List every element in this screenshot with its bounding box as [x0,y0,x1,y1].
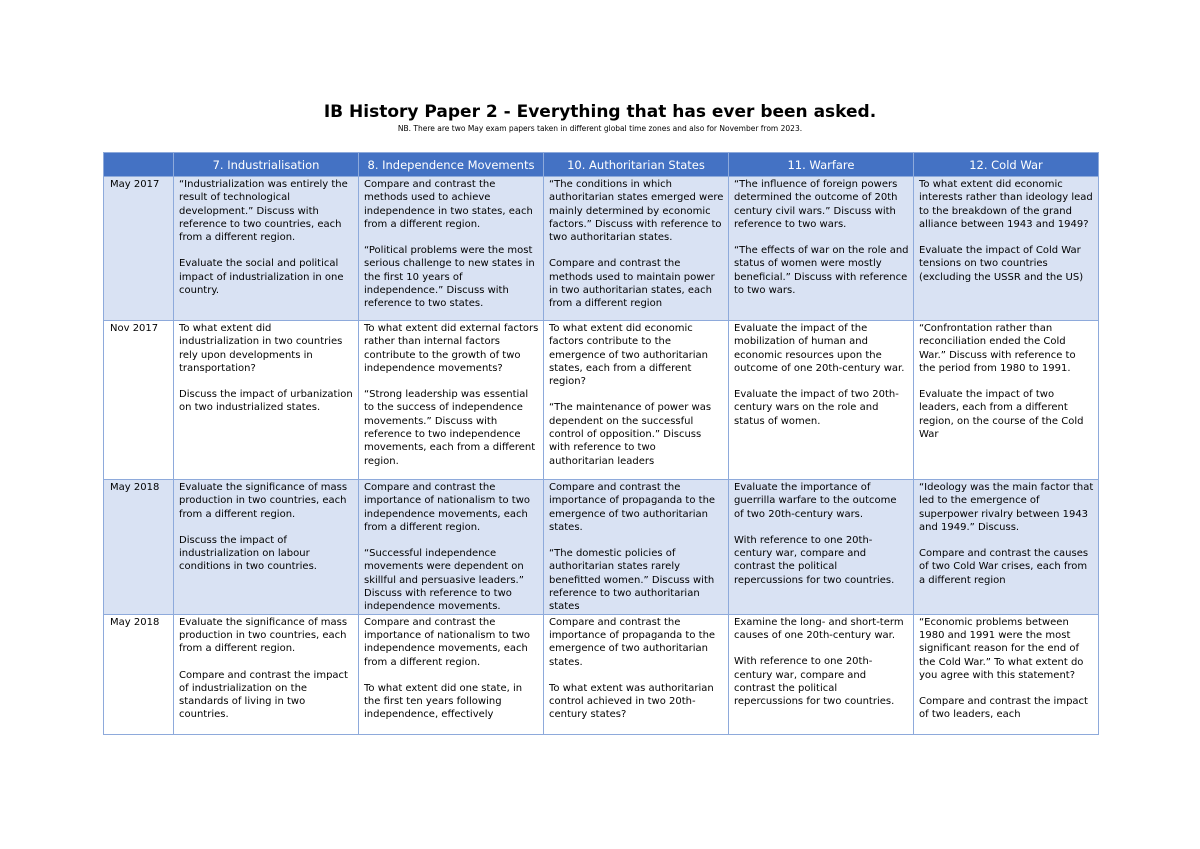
table-cell [174,480,359,615]
question-text: “Successful independence movements were dependent on skillful and persuasive leaders.” Discuss with reference to two independence movements. [364,548,524,613]
question-text: Compare and contrast the impact of two leaders, each [919,696,1088,721]
question-text: To what extent did industrialization in two countries rely upon developments in transportation? [179,323,343,374]
header-warfare: 11. Warfare [729,153,914,177]
row-date: May 2018 [104,614,174,734]
questions-table [103,152,1099,735]
question-text: Evaluate the impact of Cold War tensions on two countries (excluding the USSR and the US) [919,245,1084,283]
question-text: Evaluate the impact of two leaders, each from a different region, on the course of the Cold War [919,389,1084,441]
table-cell [729,177,914,321]
question-text: Compare and contrast the methods used to maintain power in two authoritarian states, each from a different region [549,258,715,310]
table-cell [359,177,544,321]
table-cell [729,614,914,734]
question-text: Compare and contrast the importance of nationalism to two independence movements, each from a different region. [364,482,531,533]
question-text: To what extent did external factors rather than internal factors contribute to the growth of two independence movements? [364,323,539,374]
row-date: May 2017 [104,177,174,321]
question-text: Examine the long- and short-term causes of one 20th-century war. [734,616,904,641]
question-text: To what extent was authoritarian control achieved in two 20th-century states? [549,682,714,721]
table-cell [544,480,729,615]
question-text: Compare and contrast the impact of industrialization on the standards of living in two countries. [179,669,348,721]
header-row [104,153,1099,177]
question-text: Evaluate the significance of mass production in two countries, each from a different region. [179,616,348,655]
question-text: Evaluate the significance of mass production in two countries, each from a different region. [179,482,348,520]
header-independence-movements: 8. Independence Movements [359,153,544,177]
table-cell [914,321,1099,480]
question-text: “The domestic policies of authoritarian states rarely benefitted women.” Discuss with reference to two authoritarian states [549,548,715,613]
header-date [104,153,174,177]
row-date: Nov 2017 [104,321,174,480]
question-text: Evaluate the impact of the mobilization of human and economic resources upon the outcome of one 20th-century war. [734,323,905,374]
question-text: Compare and contrast the importance of propaganda to the emergence of two authoritarian states. [549,482,716,533]
question-text: Compare and contrast the importance of propaganda to the emergence of two authoritarian states. [549,616,716,668]
table-row [104,480,1099,615]
table-cell [914,614,1099,734]
question-text: Discuss the impact of industrialization on labour conditions in two countries. [179,534,317,573]
question-text: “Economic problems between 1980 and 1991 were the most significant reason for the end of the Cold War.” To what extent do you agree with this statement? [919,616,1084,681]
question-text: To what extent did economic factors contribute to the emergence of two authoritarian states, each from a different region? [549,323,708,388]
table-cell [544,177,729,321]
question-text: Evaluate the impact of two 20th-century wars on the role and status of women. [734,389,899,427]
header-industrialisation: 7. Industrialisation [174,153,359,177]
table-cell [359,321,544,480]
question-text: “Ideology was the main factor that led to the emergence of superpower rivalry between 1943 and 1949.” Discuss. [919,482,1094,533]
question-text: Compare and contrast the importance of nationalism to two independence movements, each from a different region. [364,616,531,668]
table-cell [544,614,729,734]
question-text: To what extent did economic interests rather than ideology lead to the breakdown of the grand alliance between 1943 and 1949? [919,179,1093,230]
table-row [104,177,1099,321]
header-cold-war: 12. Cold War [914,153,1099,177]
table-cell [174,177,359,321]
question-text: Compare and contrast the methods used to achieve independence in two states, each from a different region. [364,179,533,230]
question-text: “The maintenance of power was dependent on the successful control of opposition.” Discuss with reference to two authoritarian leaders [549,402,712,467]
table-cell [359,480,544,615]
question-text: Compare and contrast the causes of two Cold War crises, each from a different region [919,548,1089,586]
question-text: Evaluate the importance of guerrilla warfare to the outcome of two 20th-century wars. [734,482,897,520]
page-title: IB History Paper 2 - Everything that has ever been asked. [323,102,877,122]
question-text: “Industrialization was entirely the result of technological development.” Discuss with reference to two countries, each from a different region. [179,179,348,244]
question-text: “Strong leadership was essential to the success of independence movements.” Discuss with reference to two independence movements, each from a different region. [364,389,536,467]
table-cell [729,321,914,480]
table-cell [729,480,914,615]
question-text: Evaluate the social and political impact of industrialization in one country. [179,258,344,297]
question-text: “Confrontation rather than reconciliation ended the Cold War.” Discuss with reference to the period from 1980 to 1991. [919,323,1076,374]
table-cell [914,480,1099,615]
question-text: Discuss the impact of urbanization on two industrialized states. [179,389,353,414]
question-text: With reference to one 20th-century war, compare and contrast the political repercussions for two countries. [734,656,895,708]
question-text: “The effects of war on the role and status of women were mostly beneficial.” Discuss with reference to two wars. [734,245,909,297]
table-cell [359,614,544,734]
table-cell [174,614,359,734]
table-row [104,321,1099,480]
header-authoritarian-states: 10. Authoritarian States [544,153,729,177]
table-cell [914,177,1099,321]
table-cell [544,321,729,480]
row-date: May 2018 [104,480,174,615]
question-text: “The conditions in which authoritarian states emerged were mainly determined by economic factors.” Discuss with reference to two authoritarian states. [549,179,724,244]
page-subtitle: NB. There are two May exam papers taken in different global time zones and also for November from 2023. [397,124,803,133]
question-text: “Political problems were the most serious challenge to new states in the first 10 years of independence.” Discuss with reference to two states. [364,245,535,310]
question-text: With reference to one 20th-century war, compare and contrast the political repercussions for two countries. [734,534,895,586]
table-row [104,614,1099,734]
table-cell [174,321,359,480]
question-text: To what extent did one state, in the first ten years following independence, effectively [364,682,523,721]
question-text: “The influence of foreign powers determined the outcome of 20th century civil wars.” Discuss with reference to two wars. [734,179,898,230]
